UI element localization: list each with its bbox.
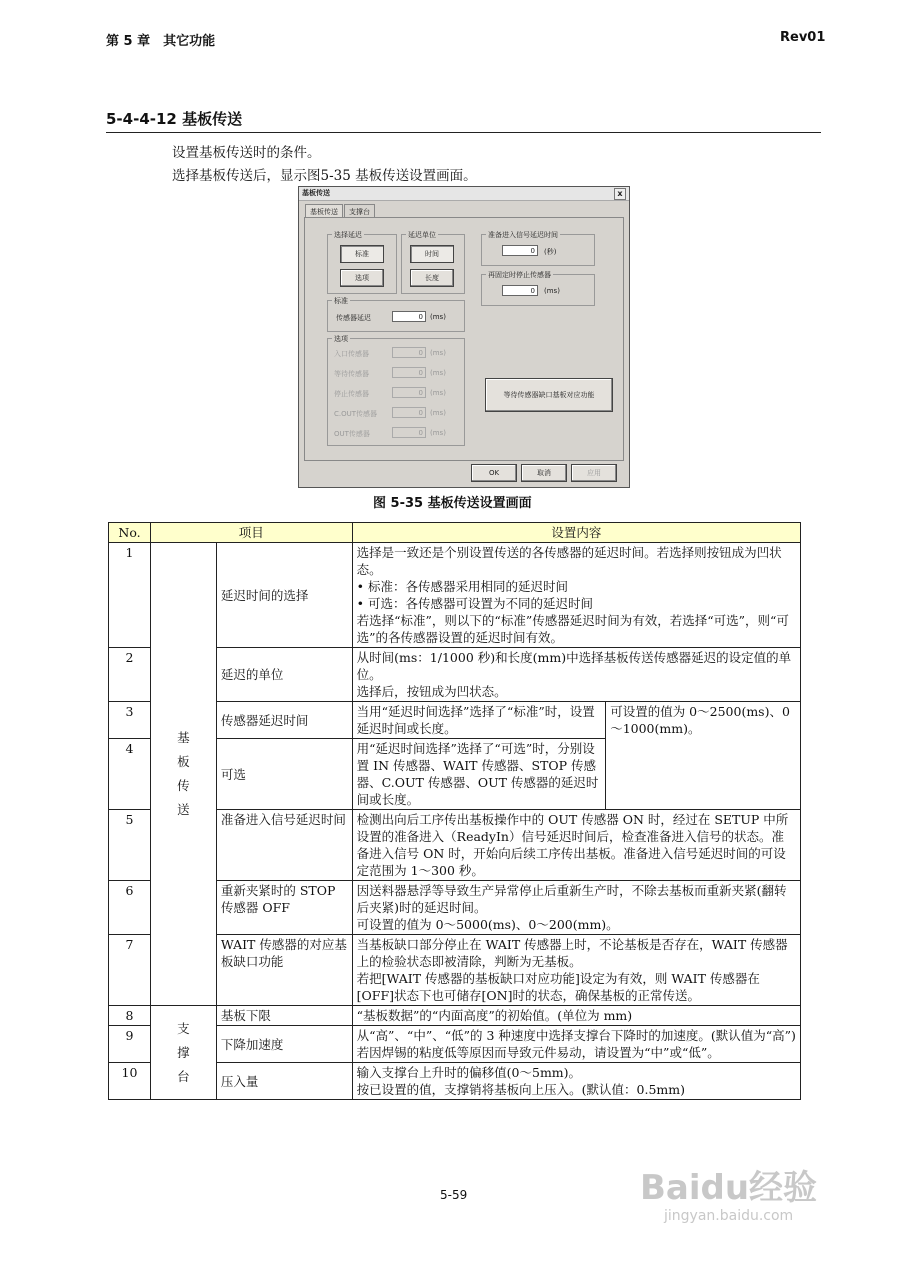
option-unit: (ms) xyxy=(430,369,446,377)
intro-line-2: 选择基板传送后，显示图5-35 基板传送设置画面。 xyxy=(172,168,477,184)
option-unit: (ms) xyxy=(430,349,446,357)
ready-in-input[interactable]: 0 xyxy=(502,245,538,256)
standard-group-label: 标准 xyxy=(334,297,348,305)
length-button[interactable]: 长度 xyxy=(410,269,454,287)
substrate-transfer-dialog xyxy=(298,186,630,488)
row-item: 重新夹紧时的 STOP 传感器 OFF xyxy=(216,881,352,935)
watermark-logo: Baidu经验 xyxy=(640,1168,818,1208)
option-label: 停止传感器 xyxy=(334,390,369,398)
row-content: 用“延迟时间选择”选择了“可选”时，分别设置 IN 传感器、WAIT 传感器、STOP 传感器、C.OUT 传感器、OUT 传感器的延迟时间或长度。 xyxy=(352,739,606,810)
row-content: 检测出向后工序传出基板操作中的 OUT 传感器 ON 时，经过在 SETUP 中所设置的准备进入（ReadyIn）信号延迟时间后，检查准备进入信号的状态。准备进入信号 ON 时，开始向后续工序传出基板。准备进入信号延迟时间的可设定范围为 1～300 秒。 xyxy=(352,810,800,881)
page-number: 5-59 xyxy=(440,1188,468,1202)
settings-table xyxy=(108,522,801,1100)
standard-group xyxy=(327,297,465,332)
header-item: 项目 xyxy=(150,523,352,543)
reclamp-input[interactable]: 0 xyxy=(502,285,538,296)
time-button[interactable]: 时间 xyxy=(410,245,454,263)
row-item: WAIT 传感器的对应基板缺口功能 xyxy=(216,935,352,1006)
row-content: 当基板缺口部分停止在 WAIT 传感器上时，不论基板是否存在，WAIT 传感器上的检验状态即被清除，判断为无基板。 若把[WAIT 传感器的基板缺口对应功能]设定为有效，则 WAIT 传感器在[OFF]状态下也可储存[ON]时的状态，确保基板的正常传送。 xyxy=(352,935,800,1006)
dialog-titlebar xyxy=(299,187,629,201)
group-substrate-transfer: 基板传送 xyxy=(150,543,216,1006)
option-input[interactable]: 0 xyxy=(392,407,426,418)
revision-label: Rev01 xyxy=(780,30,826,45)
option-unit: (ms) xyxy=(430,409,446,417)
row-item: 下降加速度 xyxy=(216,1026,352,1063)
row-content: 因送料器悬浮等导致生产异常停止后重新生产时，不除去基板而重新夹紧(翻转后夹紧)时的延迟时间。 可设置的值为 0～5000(ms)、0～200(mm)。 xyxy=(352,881,800,935)
option-input[interactable]: 0 xyxy=(392,367,426,378)
cancel-button[interactable]: 取消 xyxy=(521,464,567,482)
sensor-delay-input[interactable]: 0 xyxy=(392,311,426,322)
close-icon[interactable]: x xyxy=(614,188,626,200)
tab-support-table[interactable]: 支撑台 xyxy=(344,204,375,219)
delay-unit-group xyxy=(401,231,465,294)
row-content: 输入支撑台上升时的偏移值(0～5mm)。 按已设置的值，支撑销将基板向上压入。(默认值：0.5mm) xyxy=(352,1063,800,1100)
dialog-title: 基板传送 xyxy=(302,189,330,197)
row-no: 4 xyxy=(109,739,151,810)
row-item: 准备进入信号延迟时间 xyxy=(216,810,352,881)
reclamp-unit: (ms) xyxy=(544,287,560,295)
row-content: 从时间(ms：1/1000 秒)和长度(mm)中选择基板传送传感器延迟的设定值的单位。 选择后，按钮成为凹状态。 xyxy=(352,648,800,702)
chapter-header: 第 5 章 其它功能 xyxy=(106,34,216,49)
option-input[interactable]: 0 xyxy=(392,387,426,398)
row-content: 选择是一致还是个别设置传送的各传感器的延迟时间。若选择则按钮成为凹状态。 • 标准：各传感器采用相同的延迟时间 • 可选：各传感器可设置为不同的延迟时间 若选择“标准”，则以下的“标准”传感器延迟时间为有效，若选择“可选”，则“可选”的各传感器设置的延迟时间有效。 xyxy=(352,543,800,648)
range-note: 可设置的值为 0～2500(ms)、0～1000(mm)。 xyxy=(606,702,801,810)
row-no: 10 xyxy=(109,1063,151,1100)
wait-sensor-notch-button[interactable]: 等待传感器缺口基板对应功能 xyxy=(485,378,613,412)
option-label: 等待传感器 xyxy=(334,370,369,378)
header-no: No. xyxy=(109,523,151,543)
watermark-url: jingyan.baidu.com xyxy=(664,1208,794,1224)
option-input[interactable]: 0 xyxy=(392,427,426,438)
option-label: OUT传感器 xyxy=(334,430,370,438)
section-title: 5-4-4-12 基板传送 xyxy=(106,110,243,128)
reclamp-label: 再固定时停止传感器 xyxy=(488,271,551,279)
group-support-table: 支撑台 xyxy=(150,1006,216,1100)
select-delay-group xyxy=(327,231,397,294)
option-input[interactable]: 0 xyxy=(392,347,426,358)
options-group xyxy=(327,335,465,446)
sensor-delay-unit: (ms) xyxy=(430,313,446,321)
row-no: 9 xyxy=(109,1026,151,1063)
row-no: 7 xyxy=(109,935,151,1006)
delay-unit-label: 延迟单位 xyxy=(408,231,436,239)
intro-line-1: 设置基板传送时的条件。 xyxy=(172,145,321,161)
row-item: 可选 xyxy=(216,739,352,810)
row-no: 3 xyxy=(109,702,151,739)
section-divider xyxy=(106,132,821,133)
row-item: 延迟的单位 xyxy=(216,648,352,702)
table-row xyxy=(109,1006,801,1026)
tab-panel xyxy=(304,217,624,461)
row-item: 传感器延迟时间 xyxy=(216,702,352,739)
row-item: 压入量 xyxy=(216,1063,352,1100)
ok-button[interactable]: OK xyxy=(471,464,517,482)
standard-button[interactable]: 标准 xyxy=(340,245,384,263)
row-content: “基板数据”的“内面高度”的初始值。(单位为 mm) xyxy=(352,1006,800,1026)
header-content: 设置内容 xyxy=(352,523,800,543)
row-item: 延迟时间的选择 xyxy=(216,543,352,648)
figure-caption: 图 5-35 基板传送设置画面 xyxy=(373,496,532,511)
option-unit: (ms) xyxy=(430,389,446,397)
row-no: 1 xyxy=(109,543,151,648)
select-delay-label: 选择延迟 xyxy=(334,231,362,239)
option-label: C.OUT传感器 xyxy=(334,410,378,418)
table-row xyxy=(109,543,801,648)
row-no: 8 xyxy=(109,1006,151,1026)
row-no: 6 xyxy=(109,881,151,935)
ready-in-unit: (秒) xyxy=(544,248,557,256)
option-label: 入口传感器 xyxy=(334,350,369,358)
options-group-label: 选项 xyxy=(334,335,348,343)
row-item: 基板下限 xyxy=(216,1006,352,1026)
option-unit: (ms) xyxy=(430,429,446,437)
table-header-row xyxy=(109,523,801,543)
ready-in-group xyxy=(481,231,595,266)
apply-button[interactable]: 应用 xyxy=(571,464,617,482)
ready-in-label: 准备进入信号延迟时间 xyxy=(488,231,558,239)
row-no: 2 xyxy=(109,648,151,702)
sensor-delay-label: 传感器延迟 xyxy=(336,314,371,322)
row-no: 5 xyxy=(109,810,151,881)
row-content: 从“高”、“中”、“低”的 3 种速度中选择支撑台下降时的加速度。(默认值为“高”) 若因焊锡的粘度低等原因而导致元件易动，请设置为“中”或“低”。 xyxy=(352,1026,800,1063)
reclamp-group xyxy=(481,271,595,306)
row-content: 当用“延迟时间选择”选择了“标准”时，设置延迟时间或长度。 xyxy=(352,702,606,739)
tab-substrate-transfer[interactable]: 基板传送 xyxy=(305,204,343,219)
optional-button[interactable]: 选项 xyxy=(340,269,384,287)
